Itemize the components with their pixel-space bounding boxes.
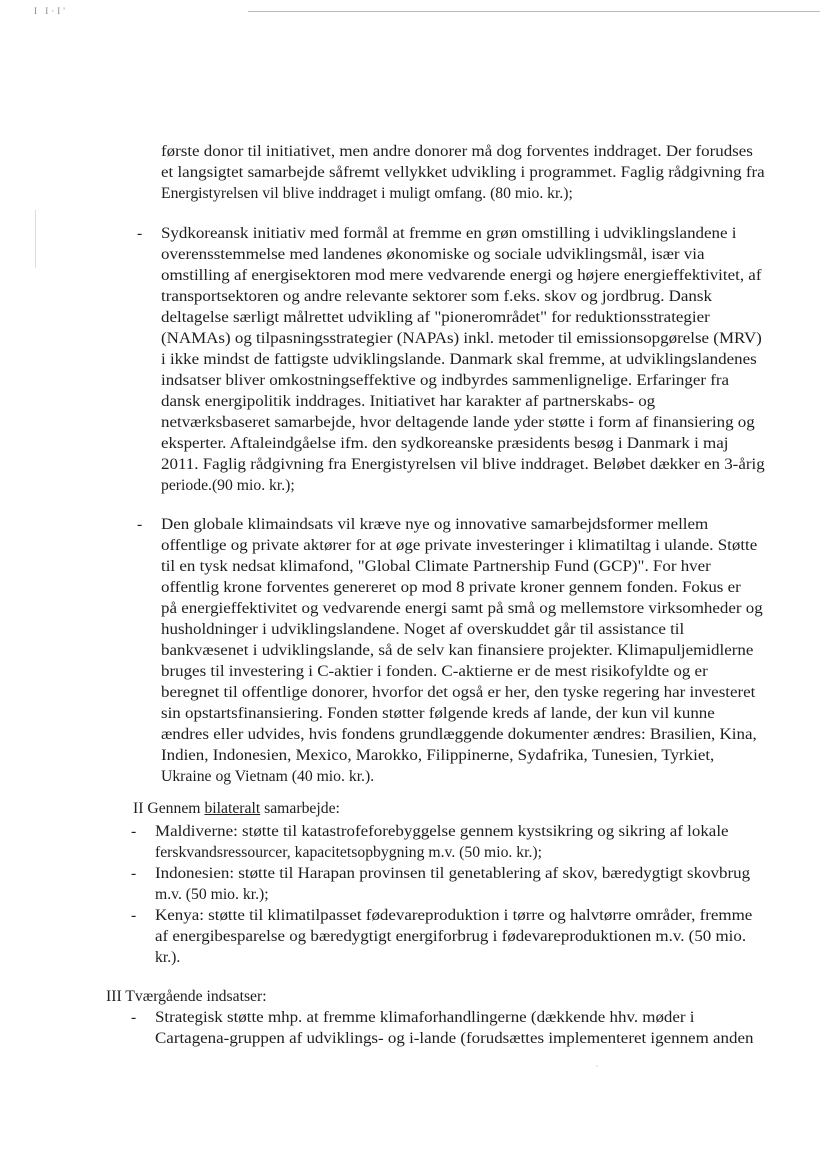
paragraph-line: ændres eller udvides, hvis fondens grundlæggende dokumenter ændres: Brasilien, Kina, — [161, 726, 757, 743]
paragraph-line: Indien, Indonesien, Mexico, Marokko, Filippinerne, Sydafrika, Tunesien, Tyrkiet, — [161, 747, 715, 764]
list-bullet-dash: - — [131, 823, 137, 840]
list-item-line: Maldiverne: støtte til katastrofeforebyggelse gennem kystsikring og sikring af lokale — [155, 823, 729, 840]
paragraph-line: Sydkoreansk initiativ med formål at fremme en grøn omstilling i udviklingslandene i — [161, 225, 737, 242]
list-bullet-dash: - — [131, 1009, 137, 1026]
paragraph-line: transportsektoren og andre relevante sektorer som f.eks. skov og jordbrug. Dansk — [161, 288, 712, 305]
heading-text: II Gennem — [133, 800, 205, 817]
paragraph-line: deltagelse særligt målrettet udvikling af "pionerområdet" for reduktionsstrategier — [161, 309, 710, 326]
paragraph-line: 2011. Faglig rådgivning fra Energistyrelsen vil blive inddraget. Beløbet dækker en 3-årig — [161, 456, 765, 473]
paragraph-line: sin opstartsfinansiering. Fonden støtter følgende kreds af lande, der kun vil kunne — [161, 705, 715, 722]
paragraph-line: bankvæsenet i udviklingslande, så de selv kan finansiere projekter. Klimapuljemidlerne — [161, 642, 754, 659]
paragraph-line: dansk energipolitik inddrages. Initiativet har karakter af partnerskabs- og — [161, 393, 656, 410]
list-item-line: Kenya: støtte til klimatilpasset fødevareproduktion i tørre og halvtørre områder, fremme — [155, 907, 753, 924]
list-item-line: Strategisk støtte mhp. at fremme klimaforhandlingerne (dækkende hhv. møder i — [155, 1009, 695, 1026]
paragraph-line: første donor til initiativet, men andre donorer må dog forventes inddraget. Der forudses — [161, 143, 753, 160]
paragraph-line: (NAMAs) og tilpasningsstrategier (NAPAs) inkl. metoder til emissionsopgørelse (MRV) — [161, 330, 762, 347]
section-heading — [133, 798, 340, 819]
list-item-line: ferskvandsressourcer, kapacitetsopbygning m.v. (50 mio. kr.); — [155, 844, 542, 861]
list-bullet-dash: - — [131, 907, 137, 924]
list-bullet-dash: - — [137, 516, 143, 533]
scan-speck — [596, 1065, 598, 1067]
list-item-line: af energibesparelse og bæredygtigt energiforbrug i fødevareproduktionen m.v. (50 mio. — [155, 928, 747, 945]
paragraph-line: indsatser bliver omkostningseffektive og indbyrdes sammenlignelige. Erfaringer fra — [161, 372, 730, 389]
list-item-line: Indonesien: støtte til Harapan provinsen til genetablering af skov, bæredygtigt skovbrug — [155, 865, 751, 882]
paragraph-line: på energieffektivitet og vedvarende energi samt på små og mellemstore virksomheder og — [161, 600, 763, 617]
paragraph-line: Ukraine og Vietnam (40 mio. kr.). — [161, 768, 375, 785]
heading-underlined-text: bilateralt — [204, 800, 261, 817]
list-item-line: m.v. (50 mio. kr.); — [155, 886, 269, 903]
paragraph-line: netværksbaseret samarbejde, hvor deltagende lande yder støtte i form af finansiering og — [161, 414, 755, 431]
list-item-line: Cartagena-gruppen af udviklings- og i-lande (forudsættes implementeret igennem anden — [155, 1030, 754, 1047]
paragraph-line: offentlige og private aktører for at øge private investeringer i klimatiltag i ulande. Støtte — [161, 537, 758, 554]
paragraph-line: et langsigtet samarbejde såfremt vellykket udvikling i programmet. Faglig rådgivning fra — [161, 164, 765, 181]
header-marks: I I·I' — [34, 6, 68, 16]
paragraph-line: beregnet til offentlige donorer, hvorfor det også er her, den tyske regering har investeret — [161, 684, 756, 701]
paragraph-line: bruges til investering i C-aktier i fonden. C-aktierne er de mest risikofyldte og er — [161, 663, 708, 680]
header-rule — [248, 11, 820, 12]
paragraph-line: Den globale klimaindsats vil kræve nye og innovative samarbejdsformer mellem — [161, 516, 709, 533]
paragraph-line: Energistyrelsen vil blive inddraget i muligt omfang. (80 mio. kr.); — [161, 185, 573, 202]
paragraph-line: periode.(90 mio. kr.); — [161, 477, 295, 494]
paragraph-line: omstilling af energisektoren mod mere vedvarende energi og højere energieffektivitet, af — [161, 267, 762, 284]
paragraph-line: i ikke mindst de fattigste udviklingslande. Danmark skal fremme, at udviklingslandenes — [161, 351, 757, 368]
heading-text: samarbejde: — [260, 800, 340, 817]
list-item-line: kr.). — [155, 949, 181, 966]
paragraph-line: overensstemmelse med landenes økonomiske og sociale udviklingsmål, især via — [161, 246, 705, 263]
list-bullet-dash: - — [131, 865, 137, 882]
margin-mark — [35, 210, 36, 268]
paragraph-line: husholdninger i udviklingslandene. Noget af overskuddet går til assistance til — [161, 621, 685, 638]
paragraph-line: offentlig krone forventes genereret op mod 8 private kroner gennem fonden. Fokus er — [161, 579, 741, 596]
list-bullet-dash: - — [137, 225, 143, 242]
paragraph-line: eksperter. Aftaleindgåelse ifm. den sydkoreanske præsidents besøg i Danmark i maj — [161, 435, 729, 452]
paragraph-line: til en tysk nedsat klimafond, "Global Climate Partnership Fund (GCP)". For hver — [161, 558, 711, 575]
section-heading: III Tværgående indsatser: — [106, 988, 267, 1005]
